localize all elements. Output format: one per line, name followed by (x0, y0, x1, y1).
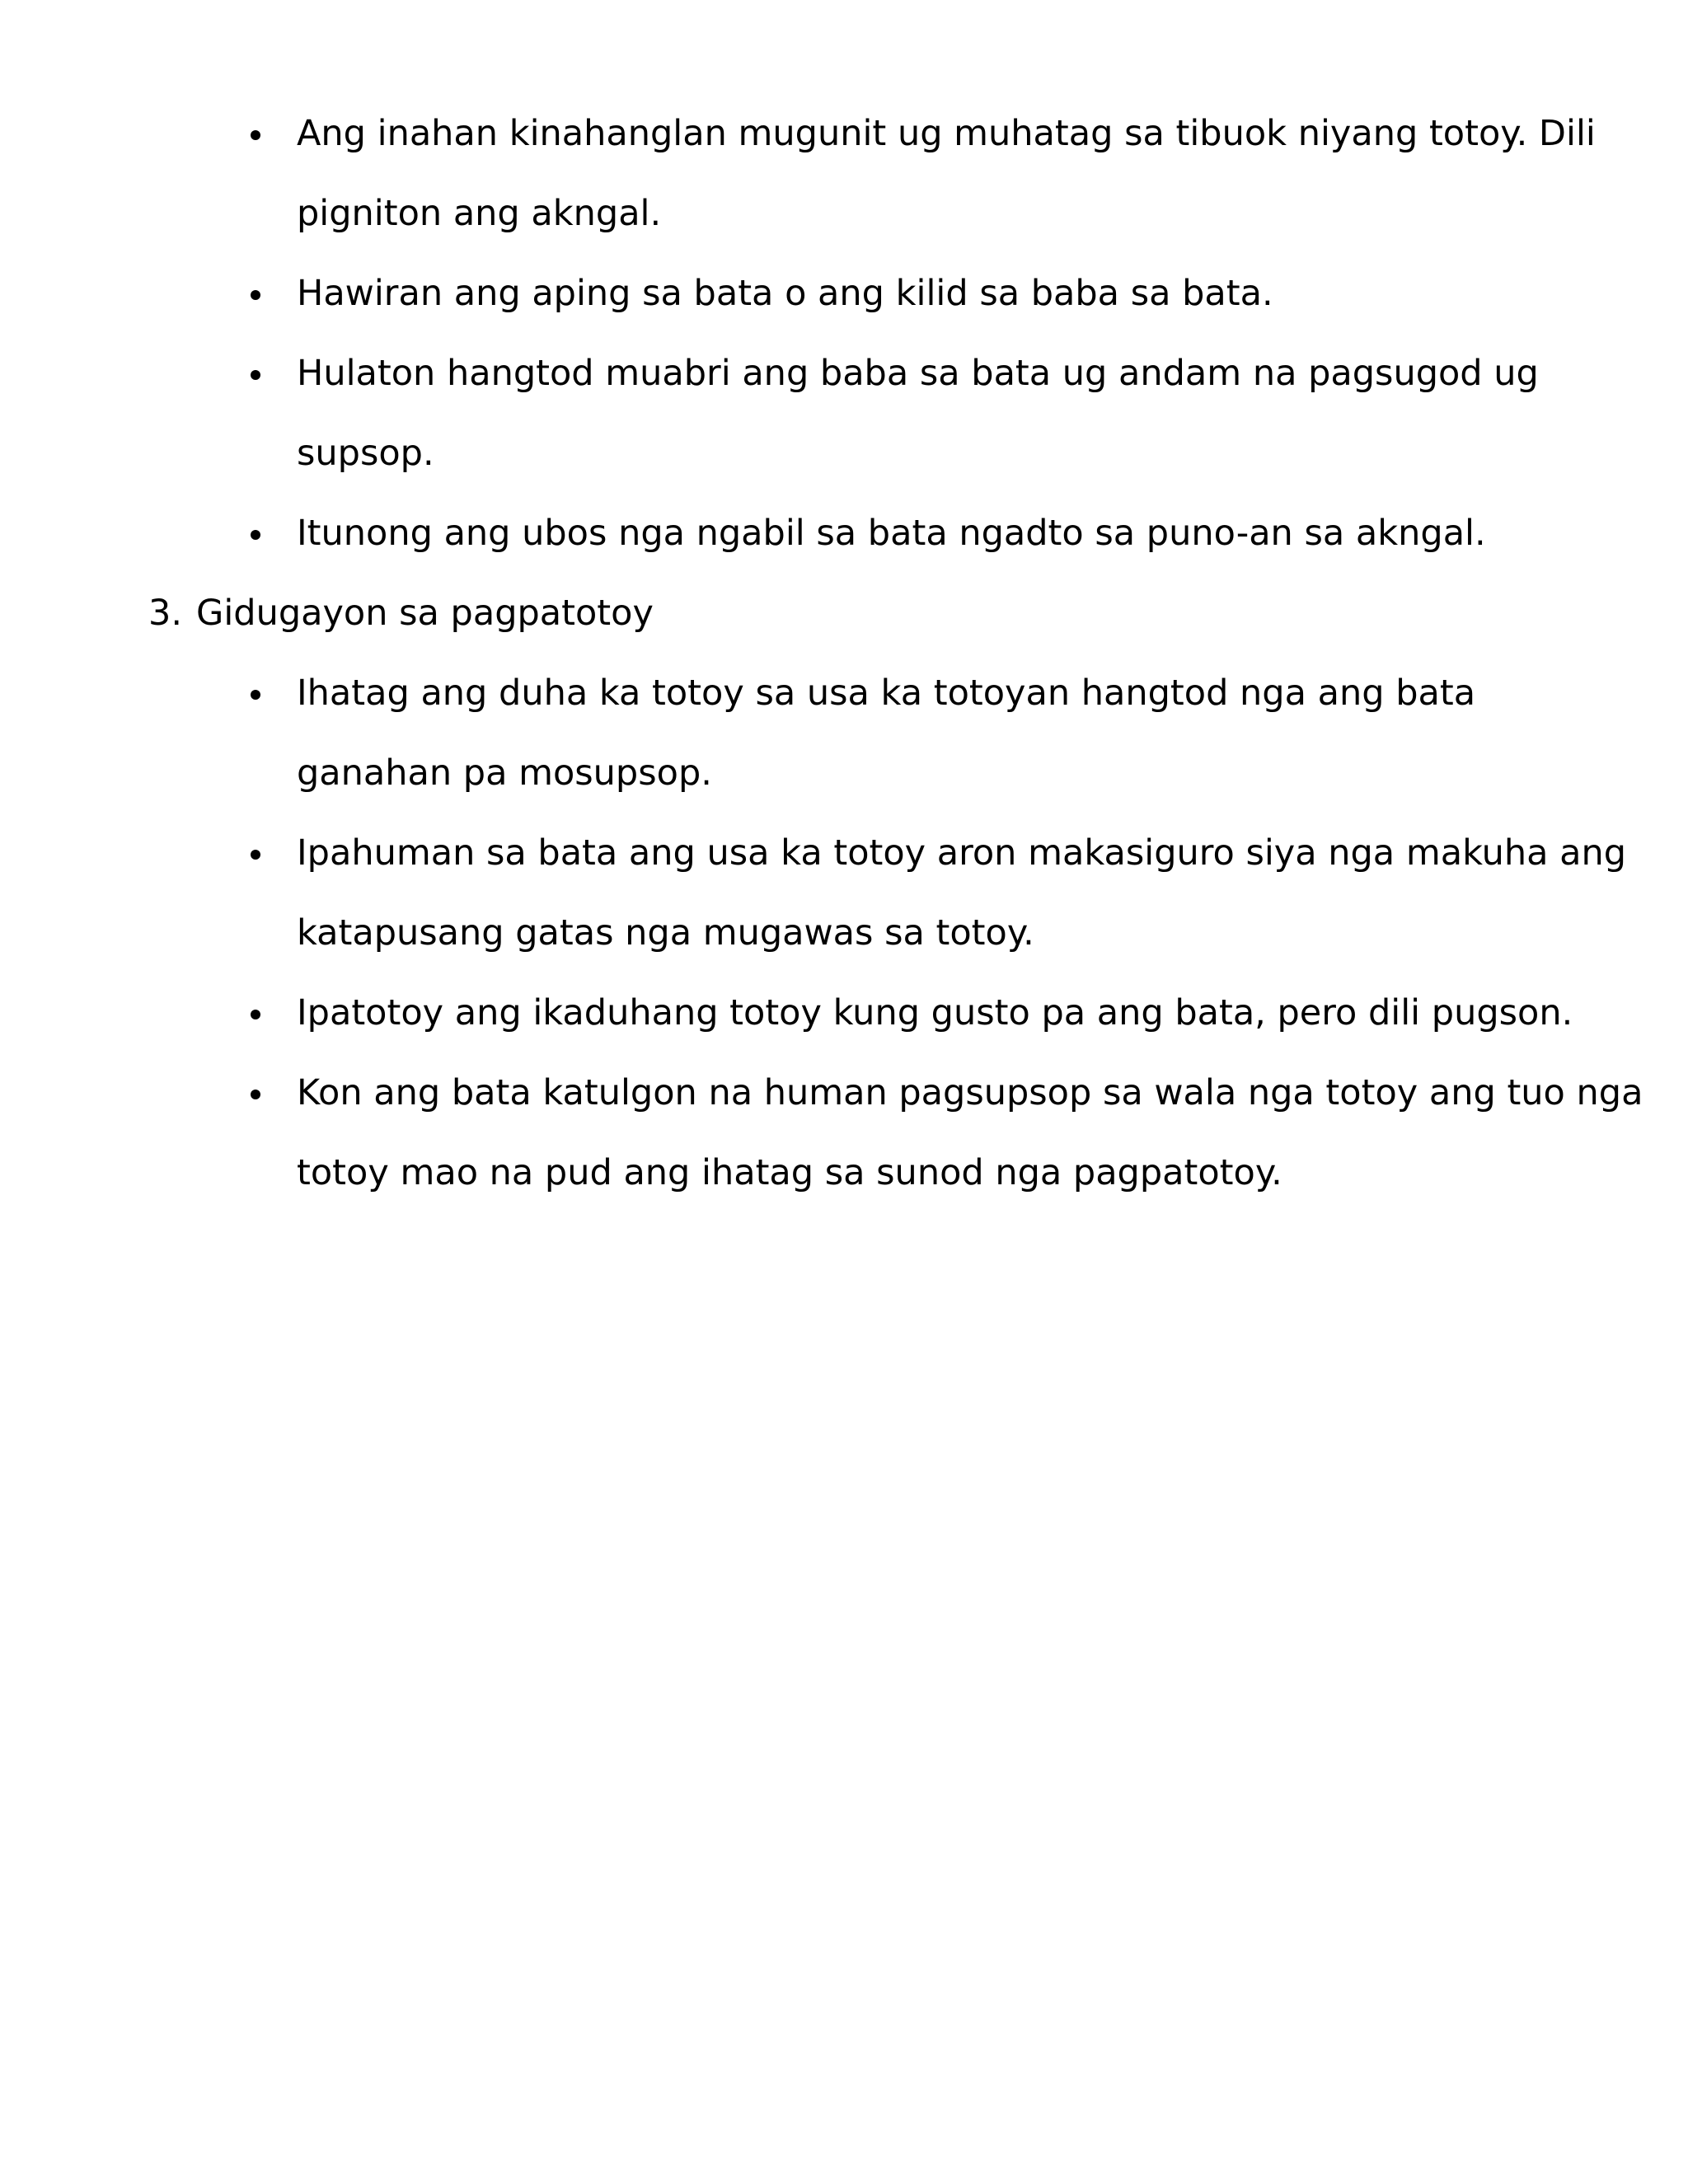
list-item-text: Itunong ang ubos nga ngabil sa bata ngadto sa puno-an sa akngal. (297, 513, 1486, 554)
list-item-text: Kon ang bata katulgon na human pagsupsop sa wala nga totoy ang tuo nga (297, 1072, 1643, 1113)
list-item (0, 813, 1688, 893)
list-item-text: Ihatag ang duha ka totoy sa usa ka totoyan hangtod nga ang bata (297, 673, 1476, 714)
bullet-icon (251, 530, 260, 540)
list-item (0, 1053, 1688, 1133)
section-heading: Gidugayon sa pagpatotoy (196, 593, 654, 634)
list-item (0, 94, 1688, 174)
bullet-icon (251, 130, 260, 140)
document-body (0, 94, 1688, 1213)
bullet-icon (251, 290, 260, 300)
bullet-icon (251, 1090, 260, 1099)
list-item-text: Ang inahan kinahanglan mugunit ug muhatag sa tibuok niyang totoy. Dili (297, 113, 1596, 154)
list-item-text: totoy mao na pud ang ihatag sa sunod nga pagpatotoy. (297, 1152, 1282, 1193)
list-item-text: Ipahuman sa bata ang usa ka totoy aron makasiguro siya nga makuha ang (297, 832, 1627, 874)
bullet-icon (251, 1010, 260, 1019)
list-item (0, 334, 1688, 414)
list-item (0, 254, 1688, 334)
list-item-continuation (0, 893, 1688, 973)
list-item-text: Ipatotoy ang ikaduhang totoy kung gusto pa ang bata, pero dili pugson. (297, 992, 1573, 1033)
list-item-continuation (0, 733, 1688, 813)
list-item-continuation (0, 1133, 1688, 1213)
list-item-text: pigniton ang akngal. (297, 193, 662, 234)
list-item-text: Hulaton hangtod muabri ang baba sa bata ug andam na pagsugod ug (297, 353, 1539, 394)
list-number: 3. (148, 593, 183, 634)
list-item-text: supsop. (297, 433, 434, 474)
bullet-icon (251, 690, 260, 700)
list-item (0, 494, 1688, 574)
numbered-heading (0, 574, 1688, 654)
list-item-continuation (0, 174, 1688, 254)
bullet-icon (251, 370, 260, 380)
list-item (0, 654, 1688, 733)
list-item (0, 973, 1688, 1053)
bullet-icon (251, 850, 260, 860)
list-item-continuation (0, 414, 1688, 494)
list-item-text: katapusang gatas nga mugawas sa totoy. (297, 912, 1034, 954)
list-item-text: Hawiran ang aping sa bata o ang kilid sa baba sa bata. (297, 273, 1273, 314)
list-item-text: ganahan pa mosupsop. (297, 752, 712, 794)
